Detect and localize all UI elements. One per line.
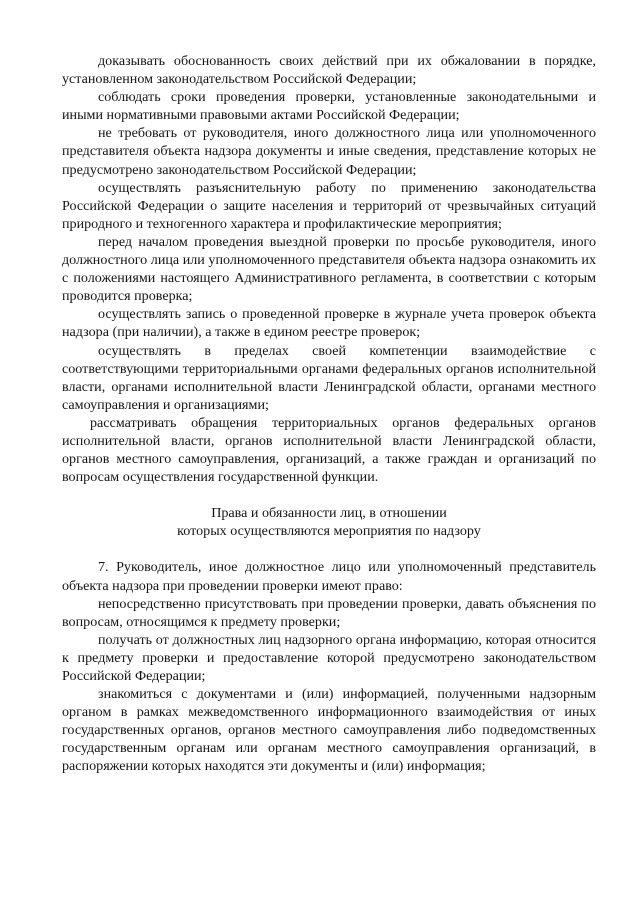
spacer [62, 540, 596, 558]
paragraph: перед началом проведения выездной проверки по просьбе руководителя, иного должностного лица или уполномоченного представителя объекта надзора ознакомить их с положениями настоящего Административного регламента, в соответствии с которым проводится проверка; [62, 233, 596, 305]
paragraph: 7. Руководитель, иное должностное лицо или уполномоченный представитель объекта надзора при проведении проверки имеют право: [62, 559, 596, 594]
document-page [62, 52, 596, 776]
paragraph: осуществлять в пределах своей компетенции взаимодействие с соответствующими территориальными органами федеральных органов исполнительной власти, органами исполнительной власти Ленинградской области, органами местного самоуправления и организациями; [62, 342, 596, 413]
paragraph: осуществлять разъяснительную работу по применению законодательства Российской Федерации о защите населения и территорий от чрезвычайных ситуаций природного и техногенного характера и профилактические мероприятия; [62, 179, 596, 232]
paragraph: непосредственно присутствовать при проведении проверки, давать объяснения по вопросам, относящимся к предмету проверки; [62, 595, 596, 630]
paragraph: знакомиться с документами и (или) информацией, полученными надзорным органом в рамках межведомственного информационного взаимодействия от иных государственных органов, органов местного самоуправления либо подведомственных государственным органам или органам местного самоуправления организаций, в распоряжении которых находятся эти документы и (или) информация; [62, 686, 596, 775]
paragraph: рассматривать обращения территориальных органов федеральных органов исполнительной власти, органов исполнительной власти Ленинградской области, органов местного самоуправления, организаций, а также граждан и организаций по вопросам осуществления государственной функции. [62, 414, 596, 486]
section-heading-line-1: Права и обязанности лиц, в отношении [211, 505, 447, 522]
paragraph: доказывать обоснованность своих действий при их обжаловании в порядке, установленном законодательством Российской Федерации; [62, 53, 596, 88]
section-heading-line-2: которых осуществляются мероприятия по надзору [177, 523, 481, 540]
spacer [62, 486, 596, 504]
paragraph: осуществлять запись о проведенной проверке в журнале учета проверок объекта надзора (при наличии), а также в едином реестре проверок; [62, 306, 596, 341]
paragraph: соблюдать сроки проведения проверки, установленные законодательными и иными нормативными правовыми актами Российской Федерации; [62, 89, 596, 124]
paragraph: не требовать от руководителя, иного должностного лица или уполномоченного представителя объекта надзора документы и иные сведения, представление которых не предусмотрено законодательством Российской Федерации; [62, 125, 596, 178]
paragraph: получать от должностных лиц надзорного органа информацию, которая относится к предмету проверки и предоставление которой предусмотрено законодательством Российской Федерации; [62, 631, 596, 684]
